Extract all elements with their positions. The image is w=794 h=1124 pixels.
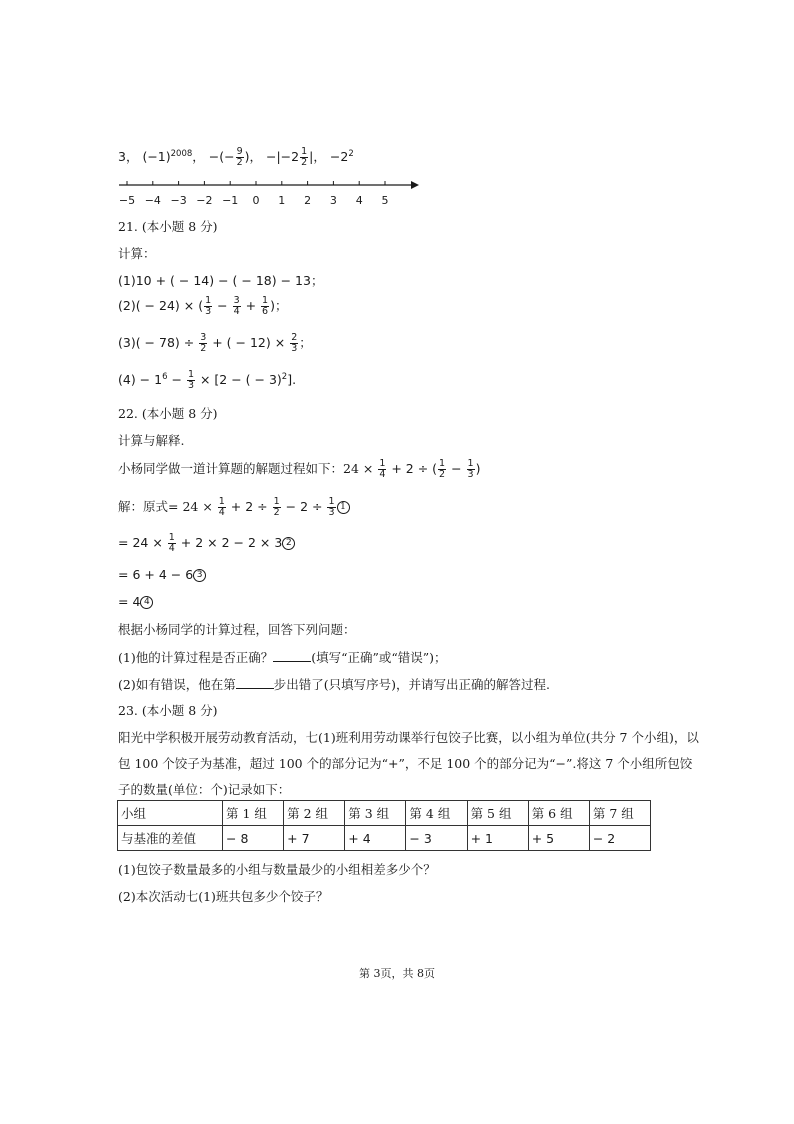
- tick-label: 0: [252, 194, 260, 207]
- q22-header: 22. (本小题 8 分): [118, 406, 218, 421]
- table-cell: 第 1 组: [223, 801, 284, 826]
- text: = 6 + 4 − 6: [118, 567, 194, 582]
- q23-para2: 包 100 个饺子为基准，超过 100 个的部分记为“+”，不足 100 个的部分记为“−”.将这 7 个小组所包饺: [118, 756, 693, 771]
- text: + 2 ÷ (: [387, 461, 438, 476]
- text: ；: [299, 335, 312, 350]
- q22-ask: 根据小杨同学的计算过程，回答下列问题：: [118, 622, 356, 637]
- q20-label: 3，: [118, 149, 139, 164]
- tick-label: −2: [196, 194, 213, 207]
- table-cell: + 5: [528, 826, 589, 851]
- fraction: $\frac{9}{2}$: [236, 146, 243, 168]
- q21-header: 21. (本小题 8 分): [118, 219, 218, 234]
- q23-para1: 阳光中学积极开展劳动教育活动，七(1)班利用劳动课举行包饺子比赛，以小组为单位(共分 7 个小组)，以: [118, 730, 699, 745]
- q21-intro: 计算：: [118, 246, 156, 261]
- answer-blank[interactable]: [236, 688, 274, 689]
- q22-step2: [118, 533, 295, 554]
- answer-blank[interactable]: [273, 661, 311, 662]
- table-cell: − 2: [589, 826, 650, 851]
- tick-label: 2: [304, 194, 312, 207]
- text: −: [447, 461, 466, 476]
- q20-exp: 2: [348, 148, 354, 159]
- exponent: 6: [162, 371, 168, 382]
- q21-part1: (1)10 + ( − 14) − ( − 18) − 13；: [118, 273, 324, 288]
- text: (2)如有错误，他在第: [118, 677, 236, 692]
- text: + ( − 12) ×: [208, 335, 290, 350]
- table-cell: − 3: [406, 826, 467, 851]
- q22-intro: 计算与解释.: [118, 433, 185, 448]
- q20-item: −|−2: [266, 149, 300, 164]
- arrow-head-icon: [411, 181, 419, 189]
- table-row: [118, 826, 651, 851]
- page-footer: 第 3页，共 8页: [359, 967, 435, 980]
- q20-exp: 2008: [170, 148, 193, 159]
- fraction: $\frac{2}{3}$: [291, 332, 298, 354]
- q23-question1: (1)包饺子数量最多的小组与数量最少的小组相差多少个？: [118, 862, 436, 877]
- fraction: $\frac{1}{2}$: [301, 146, 308, 168]
- tick-label: −3: [170, 194, 187, 207]
- text: (1)他的计算过程是否正确？: [118, 650, 274, 665]
- q22-answer1: [118, 648, 447, 666]
- tick-label: −5: [118, 194, 136, 207]
- fraction: $\frac{1}{2}$: [273, 496, 280, 518]
- text: + 2 × 2 − 2 × 3: [176, 535, 283, 550]
- table-cell: + 4: [345, 826, 406, 851]
- q22-step1: [118, 497, 350, 518]
- table-cell: + 7: [284, 826, 345, 851]
- text: + 2 ÷: [226, 499, 272, 514]
- step-mark: 4: [140, 596, 153, 609]
- text: 解：原式= 24 ×: [118, 499, 217, 514]
- table-cell: 第 7 组: [589, 801, 650, 826]
- table-cell: 小组: [118, 801, 223, 826]
- fraction: $\frac{1}{3}$: [205, 295, 212, 317]
- q20-item: ): [244, 149, 250, 164]
- fraction: $\frac{3}{4}$: [233, 295, 240, 317]
- table-cell: 第 4 组: [406, 801, 467, 826]
- number-line: [115, 177, 425, 211]
- table-cell: − 8: [223, 826, 284, 851]
- text: (填写“正确”或“错误”)；: [311, 650, 447, 665]
- text: 小杨同学做一道计算题的解题过程如下：24 ×: [118, 461, 378, 476]
- text: 步出错了(只填写序号)，并请写出正确的解答过程.: [273, 677, 550, 692]
- exponent: 2: [281, 371, 288, 382]
- q23-header: 23. (本小题 8 分): [118, 703, 218, 718]
- tick-label: −4: [144, 194, 161, 207]
- q22-problem: [118, 459, 480, 480]
- q22-step4: [118, 594, 153, 609]
- text: = 24 ×: [118, 535, 167, 550]
- difference-table: [117, 800, 651, 851]
- q20-item: (−1): [142, 149, 171, 164]
- table-cell: + 1: [467, 826, 528, 851]
- text: − 2 ÷: [281, 499, 327, 514]
- fraction: $\frac{1}{2}$: [439, 458, 446, 480]
- text: +: [241, 298, 261, 313]
- text: )；: [270, 298, 288, 313]
- step-mark: 2: [282, 537, 295, 550]
- text: −: [213, 298, 232, 313]
- fraction: $\frac{1}{3}$: [328, 496, 335, 518]
- q21-part2: [118, 296, 287, 317]
- text: × [2 − ( − 3): [195, 372, 282, 387]
- step-mark: 3: [193, 569, 206, 582]
- text: −: [167, 372, 186, 387]
- text: ): [475, 461, 481, 476]
- fraction: $\frac{1}{3}$: [467, 458, 474, 480]
- fraction: $\frac{1}{6}$: [262, 295, 269, 317]
- text: (2)( − 24) × (: [118, 298, 204, 313]
- text: (3)( − 78) ÷: [118, 335, 199, 350]
- table-cell: 第 3 组: [345, 801, 406, 826]
- q22-step3: [118, 567, 206, 582]
- q20-item: −2: [329, 149, 349, 164]
- tick-label: 1: [278, 194, 286, 207]
- q23-question2: (2)本次活动七(1)班共包多少个饺子？: [118, 889, 329, 904]
- tick-label: 3: [329, 194, 337, 207]
- q20-item: |: [309, 149, 314, 164]
- q22-answer2: [118, 675, 550, 693]
- table-cell: 第 5 组: [467, 801, 528, 826]
- q21-part4: [118, 370, 296, 391]
- q20-numbers-line: 3， $(-1)^{2008}$， −(− $\frac{9}{2}$ )， −|−2 $\frac{1}{2}$ |， $-2^2$: [118, 146, 354, 168]
- text: (4) − 1: [118, 372, 163, 387]
- tick-label: −1: [222, 194, 239, 207]
- fraction: $\frac{1}{4}$: [218, 496, 225, 518]
- q20-item: −(−: [208, 149, 235, 164]
- q23-para3: 子的数量(单位：个)记录如下：: [118, 782, 291, 797]
- fraction: $\frac{1}{4}$: [379, 458, 386, 480]
- table-cell: 与基准的差值: [118, 826, 223, 851]
- q21-part3: [118, 333, 312, 354]
- text: ].: [287, 372, 297, 387]
- table-cell: 第 6 组: [528, 801, 589, 826]
- text: = 4: [118, 594, 141, 609]
- tick-label: 4: [355, 194, 363, 207]
- table-header-row: [118, 801, 651, 826]
- fraction: $\frac{1}{4}$: [168, 532, 175, 554]
- tick-label: 5: [381, 194, 389, 207]
- table-cell: 第 2 组: [284, 801, 345, 826]
- fraction: $\frac{3}{2}$: [200, 332, 207, 354]
- step-mark: 1: [337, 501, 350, 514]
- fraction: $\frac{1}{3}$: [187, 369, 194, 391]
